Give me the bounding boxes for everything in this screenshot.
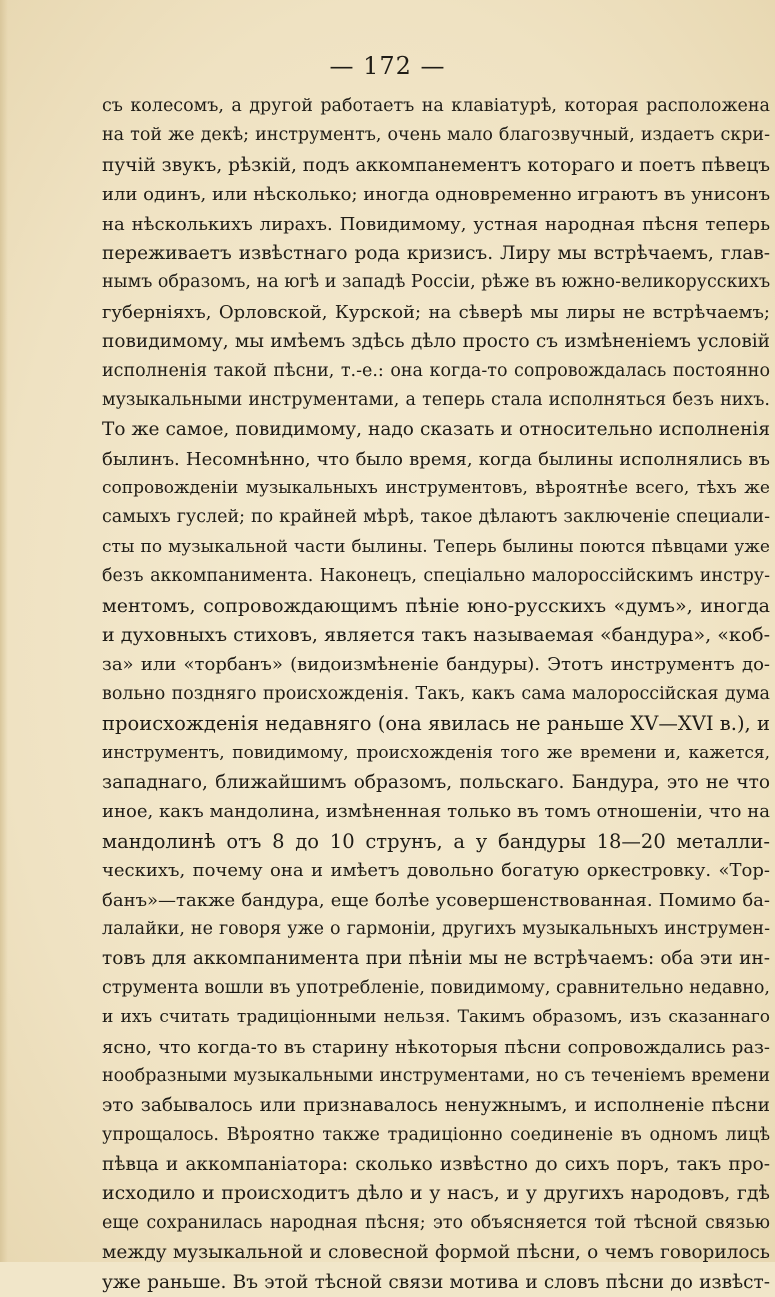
text-line: губерніяхъ, Орловской, Курской; на сѣверѣ мы лиры не встрѣчаемъ;: [102, 301, 770, 323]
text-line: музыкальными инструментами, а теперь стала исполняться безъ нихъ.: [102, 389, 770, 410]
text-line: за» или «торбанъ» (видоизмѣненіе бандуры). Этотъ инструментъ до-: [102, 654, 770, 676]
text-line: еще сохранилась народная пѣсня; это объясняется той тѣсной связью: [102, 1212, 770, 1233]
text-line: упрощалось. Вѣроятно также традиціонно соединеніе въ одномъ лицѣ: [102, 1124, 770, 1145]
text-line: или одинъ, или нѣсколько; иногда одновременно играютъ въ унисонъ: [102, 184, 770, 206]
text-line: инструментъ, повидимому, происхожденія того же времени и, кажется,: [102, 742, 770, 763]
text-line: пѣвца и аккомпаніатора: сколько извѣстно до сихъ поръ, такъ про-: [102, 1154, 770, 1176]
text-line: это забывалось или признавалось ненужнымъ, и исполненіе пѣсни: [102, 1095, 770, 1117]
page-edge-shadow: [0, 0, 8, 1262]
text-line: на той же декѣ; инструментъ, очень мало благозвучный, издаетъ скри-: [102, 125, 770, 146]
text-line: былинъ. Несомнѣнно, что было время, когда былины исполнялись въ: [102, 448, 770, 470]
text-line: и духовныхъ стиховъ, является такъ называемая «бандура», «коб-: [102, 624, 770, 647]
text-line: мандолинѣ отъ 8 до 10 струнъ, а у бандуры 18—20 металли-: [102, 829, 770, 853]
text-line: пучій звукъ, рѣзкій, подъ аккомпанементъ котораго и поетъ пѣвецъ: [102, 154, 770, 176]
text-line: товъ для аккомпанимента при пѣніи мы не встрѣчаемъ: оба эти ин-: [102, 948, 770, 970]
text-line: сты по музыкальной части былины. Теперь былины поются пѣвцами уже: [102, 536, 770, 557]
text-line: безъ аккомпанимента. Наконецъ, спеціально малороссійскимъ инстру-: [102, 566, 770, 587]
text-line: ментомъ, сопровождающимъ пѣніе юно-русскихъ «думъ», иногда: [102, 594, 770, 617]
text-line: исполненія такой пѣсни, т.-е.: она когда-то сопровождалась постоянно: [102, 360, 770, 381]
text-line: струмента вошли въ употребленіе, повидимому, сравнительно недавно,: [102, 977, 770, 998]
text-line: вольно поздняго происхожденія. Такъ, какъ сама малороссійская дума: [102, 683, 770, 704]
text-line: ческихъ, почему она и имѣетъ довольно богатую оркестровку. «Тор-: [102, 860, 770, 882]
text-line: сопровожденіи музыкальныхъ инструментовъ, вѣроятнѣе всего, тѣхъ же: [102, 478, 770, 499]
text-line: съ колесомъ, а другой работаетъ на клавіатурѣ, которая расположена: [102, 96, 770, 116]
text-line: происхожденія недавняго (она явилась не раньше XV—XVI в.), и: [102, 712, 770, 736]
text-line: и ихъ считать традиціонными нельзя. Такимъ образомъ, изъ сказаннаго: [102, 1007, 770, 1028]
text-line: иное, какъ мандолина, измѣненная только въ томъ отношеніи, что на: [102, 801, 770, 823]
text-line: повидимому, мы имѣемъ здѣсь дѣло просто съ измѣненіемъ условій: [102, 331, 770, 353]
body-text: [102, 92, 770, 1297]
text-line: уже раньше. Въ этой тѣсной связи мотива и словъ пѣсни до извѣст-: [102, 1271, 770, 1293]
text-line: нообразными музыкальными инструментами, но съ теченіемъ времени: [102, 1065, 770, 1086]
text-line: между музыкальной и словесной формой пѣсни, о чемъ говорилось: [102, 1242, 770, 1264]
text-line: самыхъ гуслей; по крайней мѣрѣ, такое дѣлаютъ заключеніе специали-: [102, 507, 770, 528]
text-line: нымъ образомъ, на югѣ и западѣ Россіи, рѣже въ южно-великорусскихъ: [102, 272, 770, 293]
text-line: западнаго, ближайшимъ образомъ, польскаго. Бандура, это не что: [102, 771, 770, 793]
text-line: ясно, что когда-то въ старину нѣкоторыя пѣсни сопровождались раз-: [102, 1036, 770, 1058]
text-line: исходило и происходитъ дѣло и у насъ, и у другихъ народовъ, гдѣ: [102, 1182, 770, 1205]
text-line: банъ»—также бандура, еще болѣе усовершенствованная. Помимо ба-: [102, 889, 770, 911]
text-line: лалайки, не говоря уже о гармоніи, другихъ музыкальныхъ инструмен-: [102, 918, 770, 939]
text-line: То же самое, повидимому, надо сказать и относительно исполненія: [102, 419, 770, 441]
page-number: — 172 —: [329, 52, 446, 80]
text-line: на нѣсколькихъ лирахъ. Повидимому, устная народная пѣсня теперь: [102, 213, 770, 235]
text-line: переживаетъ извѣстнаго рода кризисъ. Лиру мы встрѣчаемъ, глав-: [102, 242, 770, 264]
